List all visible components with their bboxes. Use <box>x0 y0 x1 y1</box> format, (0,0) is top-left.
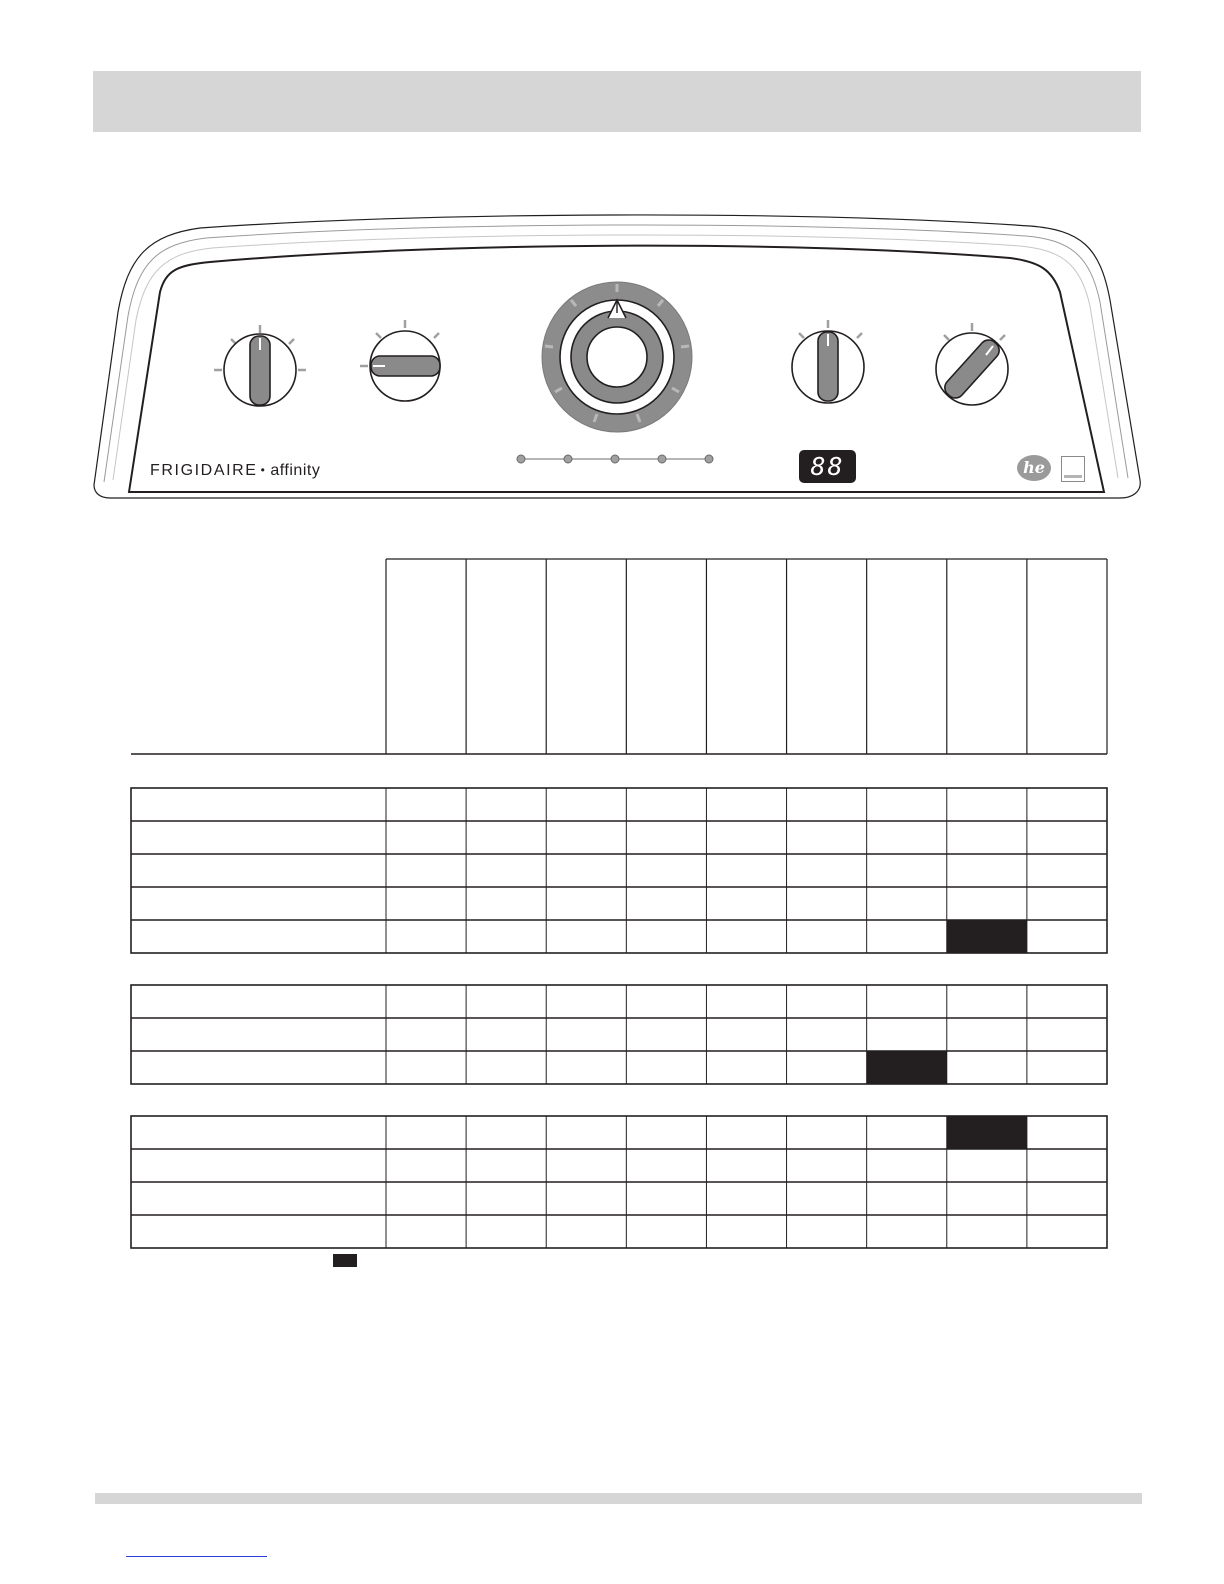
cycle-settings-table <box>0 540 1224 1280</box>
table-group-2 <box>131 985 1107 1084</box>
brand-name: FRIGIDAIRE <box>150 462 258 479</box>
footer-link-underline[interactable] <box>126 1556 267 1557</box>
status-light <box>611 455 619 463</box>
brand-model: affinity <box>270 462 321 479</box>
grid-layer <box>131 559 1107 1267</box>
status-light <box>658 455 666 463</box>
status-light <box>564 455 572 463</box>
energy-star-logo <box>1061 456 1085 482</box>
knob-2[interactable] <box>360 320 440 401</box>
legend-swatch <box>333 1254 357 1267</box>
cycle-selector-knob[interactable] <box>542 282 692 432</box>
default-setting-cell <box>947 920 1027 953</box>
digital-display: 88 <box>799 450 856 483</box>
status-light <box>705 455 713 463</box>
brand-logo <box>150 462 320 480</box>
brand-separator: • <box>260 463 267 477</box>
knob-5[interactable] <box>936 323 1008 405</box>
status-light <box>517 455 525 463</box>
knob-1[interactable] <box>214 325 306 406</box>
default-setting-cell <box>947 1116 1027 1149</box>
knob-4[interactable] <box>792 320 864 403</box>
footer-band <box>95 1493 1142 1504</box>
he-logo: he <box>1017 455 1051 481</box>
default-setting-cell <box>867 1051 947 1084</box>
status-lights <box>517 455 713 463</box>
